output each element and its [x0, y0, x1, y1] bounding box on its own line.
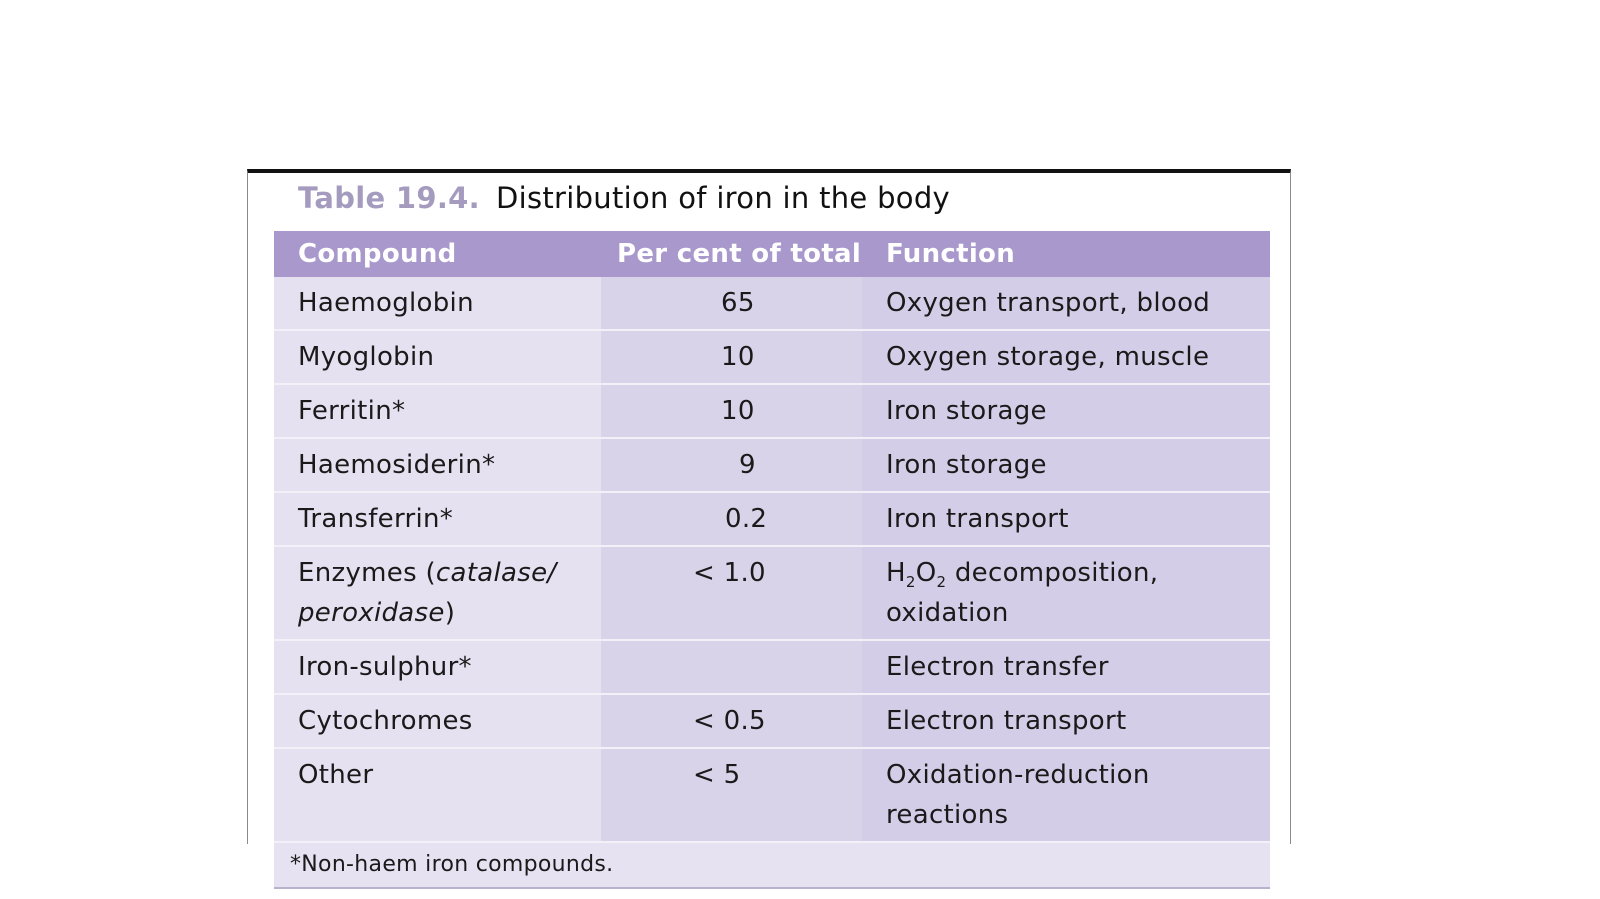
compound-cell: Iron-sulphur*	[274, 640, 601, 694]
compound-italic: catalase/	[435, 558, 557, 588]
footnote-row	[274, 842, 1270, 888]
table-row	[274, 492, 1270, 546]
percent-cell	[601, 640, 862, 694]
table-caption	[298, 181, 950, 215]
table-row	[274, 546, 1270, 640]
compound-cell: Myoglobin	[274, 330, 601, 384]
compound-cell	[274, 546, 601, 640]
compound-italic: peroxidase	[298, 598, 445, 628]
compound-cell: Ferritin*	[274, 384, 601, 438]
function-cell: Iron transport	[862, 492, 1270, 546]
percent-value: 10	[721, 396, 755, 426]
percent-cell	[601, 277, 862, 330]
table-row	[274, 277, 1270, 330]
percent-cell	[601, 748, 862, 842]
compound-cell: Cytochromes	[274, 694, 601, 748]
function-text: reactions	[886, 800, 1009, 830]
function-cell: Oxygen storage, muscle	[862, 330, 1270, 384]
function-text: O	[915, 558, 937, 588]
compound-cell: Transferrin*	[274, 492, 601, 546]
table-frame	[247, 169, 1291, 877]
percent-cell	[601, 438, 862, 492]
function-cell	[862, 546, 1270, 640]
function-cell: Electron transport	[862, 694, 1270, 748]
function-cell: Iron storage	[862, 384, 1270, 438]
table-row	[274, 438, 1270, 492]
percent-cell	[601, 384, 862, 438]
percent-value: 0.2	[725, 504, 768, 534]
compound-text: Enzymes (	[298, 558, 436, 588]
header-function: Function	[862, 231, 1270, 277]
percent-cell	[601, 694, 862, 748]
compound-cell: Other	[274, 748, 601, 842]
table-row	[274, 694, 1270, 748]
subscript: 2	[905, 573, 916, 592]
function-text: decomposition,	[946, 558, 1159, 588]
function-cell: Oxygen transport, blood	[862, 277, 1270, 330]
iron-distribution-table	[274, 231, 1270, 889]
function-cell: Electron transfer	[862, 640, 1270, 694]
header-percent: Per cent of total	[601, 231, 862, 277]
table-number: Table 19.4.	[298, 181, 480, 215]
percent-value: 65	[721, 288, 755, 318]
percent-cell	[601, 330, 862, 384]
function-cell: Iron storage	[862, 438, 1270, 492]
function-text: oxidation	[886, 598, 1009, 628]
table-row	[274, 640, 1270, 694]
table-row	[274, 330, 1270, 384]
compound-text: )	[444, 598, 456, 628]
footnote: *Non-haem iron compounds.	[274, 842, 1270, 888]
percent-value: < 5	[693, 760, 741, 790]
compound-cell: Haemoglobin	[274, 277, 601, 330]
function-cell	[862, 748, 1270, 842]
percent-value: 10	[721, 342, 755, 372]
table-row	[274, 748, 1270, 842]
header-compound: Compound	[274, 231, 601, 277]
function-text: H	[886, 558, 906, 588]
subscript: 2	[936, 573, 947, 592]
function-text: Oxidation-reduction	[886, 760, 1150, 790]
compound-cell: Haemosiderin*	[274, 438, 601, 492]
percent-cell	[601, 546, 862, 640]
header-row	[274, 231, 1270, 277]
percent-value: < 0.5	[693, 706, 766, 736]
percent-cell	[601, 492, 862, 546]
table-title: Distribution of iron in the body	[495, 181, 950, 215]
percent-value: 9	[739, 450, 756, 480]
table-row	[274, 384, 1270, 438]
percent-value: < 1.0	[693, 558, 766, 588]
